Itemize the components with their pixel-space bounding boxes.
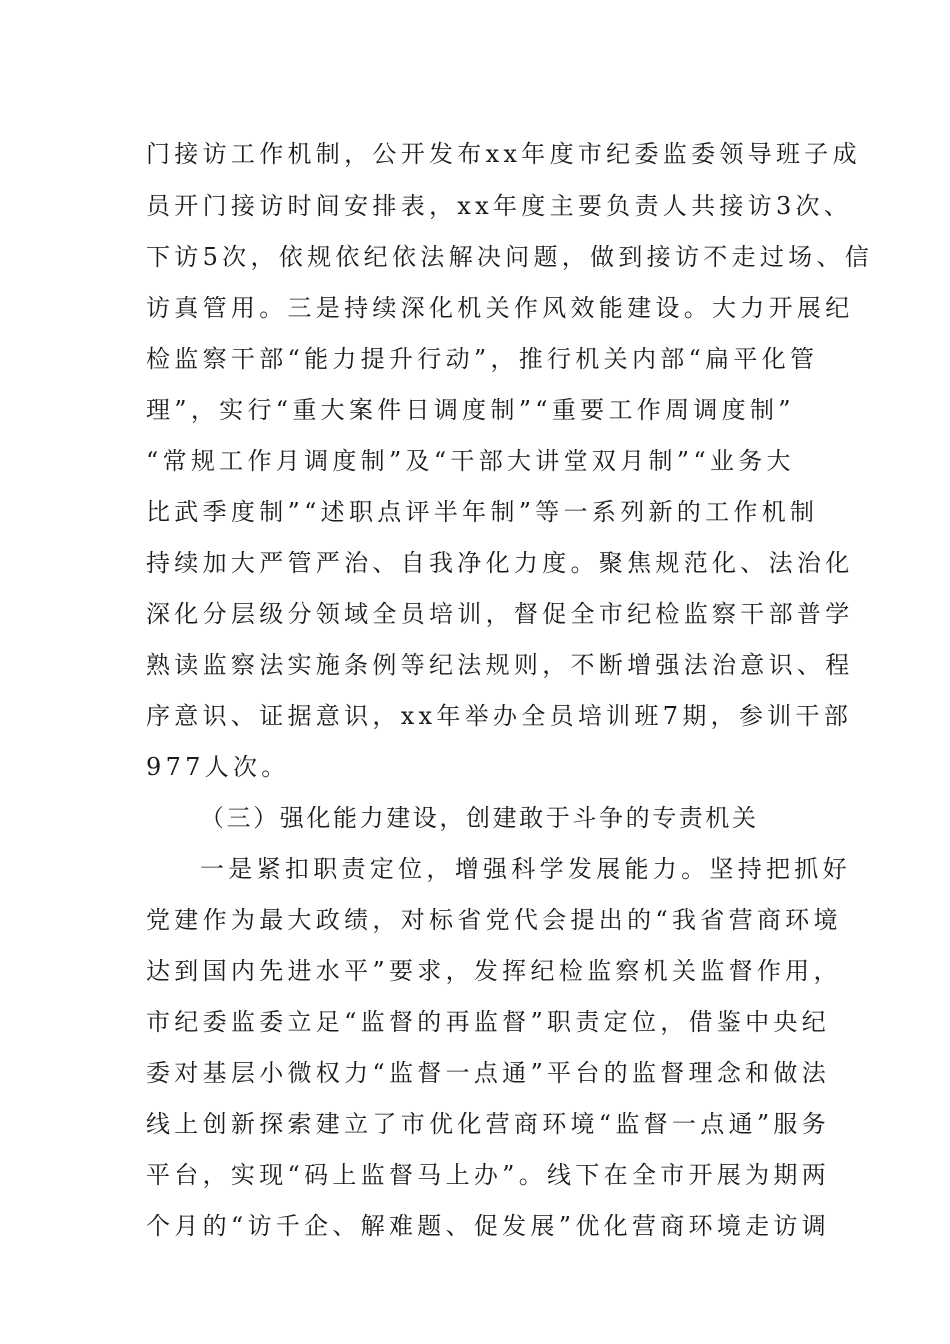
paragraph-line: 977人次。 [146, 753, 290, 781]
paragraph-line: 检监察干部“能力提升行动”，推行机关内部“扁平化管 [146, 345, 819, 373]
paragraph-line: 员开门接访时间安排表，xx年度主要负责人共接访3次、 [146, 192, 853, 220]
paragraph-line: 门接访工作机制，公开发布xx年度市纪委监委领导班子成 [146, 140, 861, 168]
paragraph-line: “常规工作月调度制”及“干部大讲堂双月制”“业务大 [146, 447, 795, 475]
paragraph-line: 党建作为最大政绩，对标省党代会提出的“我省营商环境 [146, 906, 842, 934]
paragraph-line: 线上创新探索建立了市优化营商环境“监督一点通”服务 [146, 1110, 831, 1138]
paragraph-line: 序意识、证据意识，xx年举办全员培训班7期，参训干部 [146, 702, 853, 730]
paragraph-line: 下访5次，依规依纪依法解决问题，做到接访不走过场、信 [146, 243, 874, 271]
paragraph-line: 持续加大严管严治、自我净化力度。聚焦规范化、法治化 [146, 549, 854, 577]
paragraph-line: 达到国内先进水平”要求，发挥纪检监察机关监督作用， [146, 957, 842, 985]
paragraph-line: 一是紧扣职责定位，增强科学发展能力。坚持把抓好 [200, 855, 851, 883]
section-heading: （三）强化能力建设，创建敢于斗争的专责机关 [200, 804, 759, 832]
paragraph-line: 委对基层小微权力“监督一点通”平台的监督理念和做法 [146, 1059, 831, 1087]
paragraph-line: 个月的“访千企、解难题、促发展”优化营商环境走访调 [146, 1212, 831, 1240]
paragraph-line: 熟读监察法实施条例等纪法规则，不断增强法治意识、程 [146, 651, 854, 679]
paragraph-line: 访真管用。三是持续深化机关作风效能建设。大力开展纪 [146, 294, 854, 322]
paragraph-line: 比武季度制”“述职点评半年制”等一系列新的工作机制 [146, 498, 819, 526]
paragraph-line: 理”，实行“重大案件日调度制”“重要工作周调度制” [146, 396, 795, 424]
paragraph-line: 深化分层级分领域全员培训，督促全市纪检监察干部普学 [146, 600, 854, 628]
paragraph-line: 平台，实现“码上监督马上办”。线下在全市开展为期两 [146, 1161, 831, 1189]
paragraph-line: 市纪委监委立足“监督的再监督”职责定位，借鉴中央纪 [146, 1008, 831, 1036]
